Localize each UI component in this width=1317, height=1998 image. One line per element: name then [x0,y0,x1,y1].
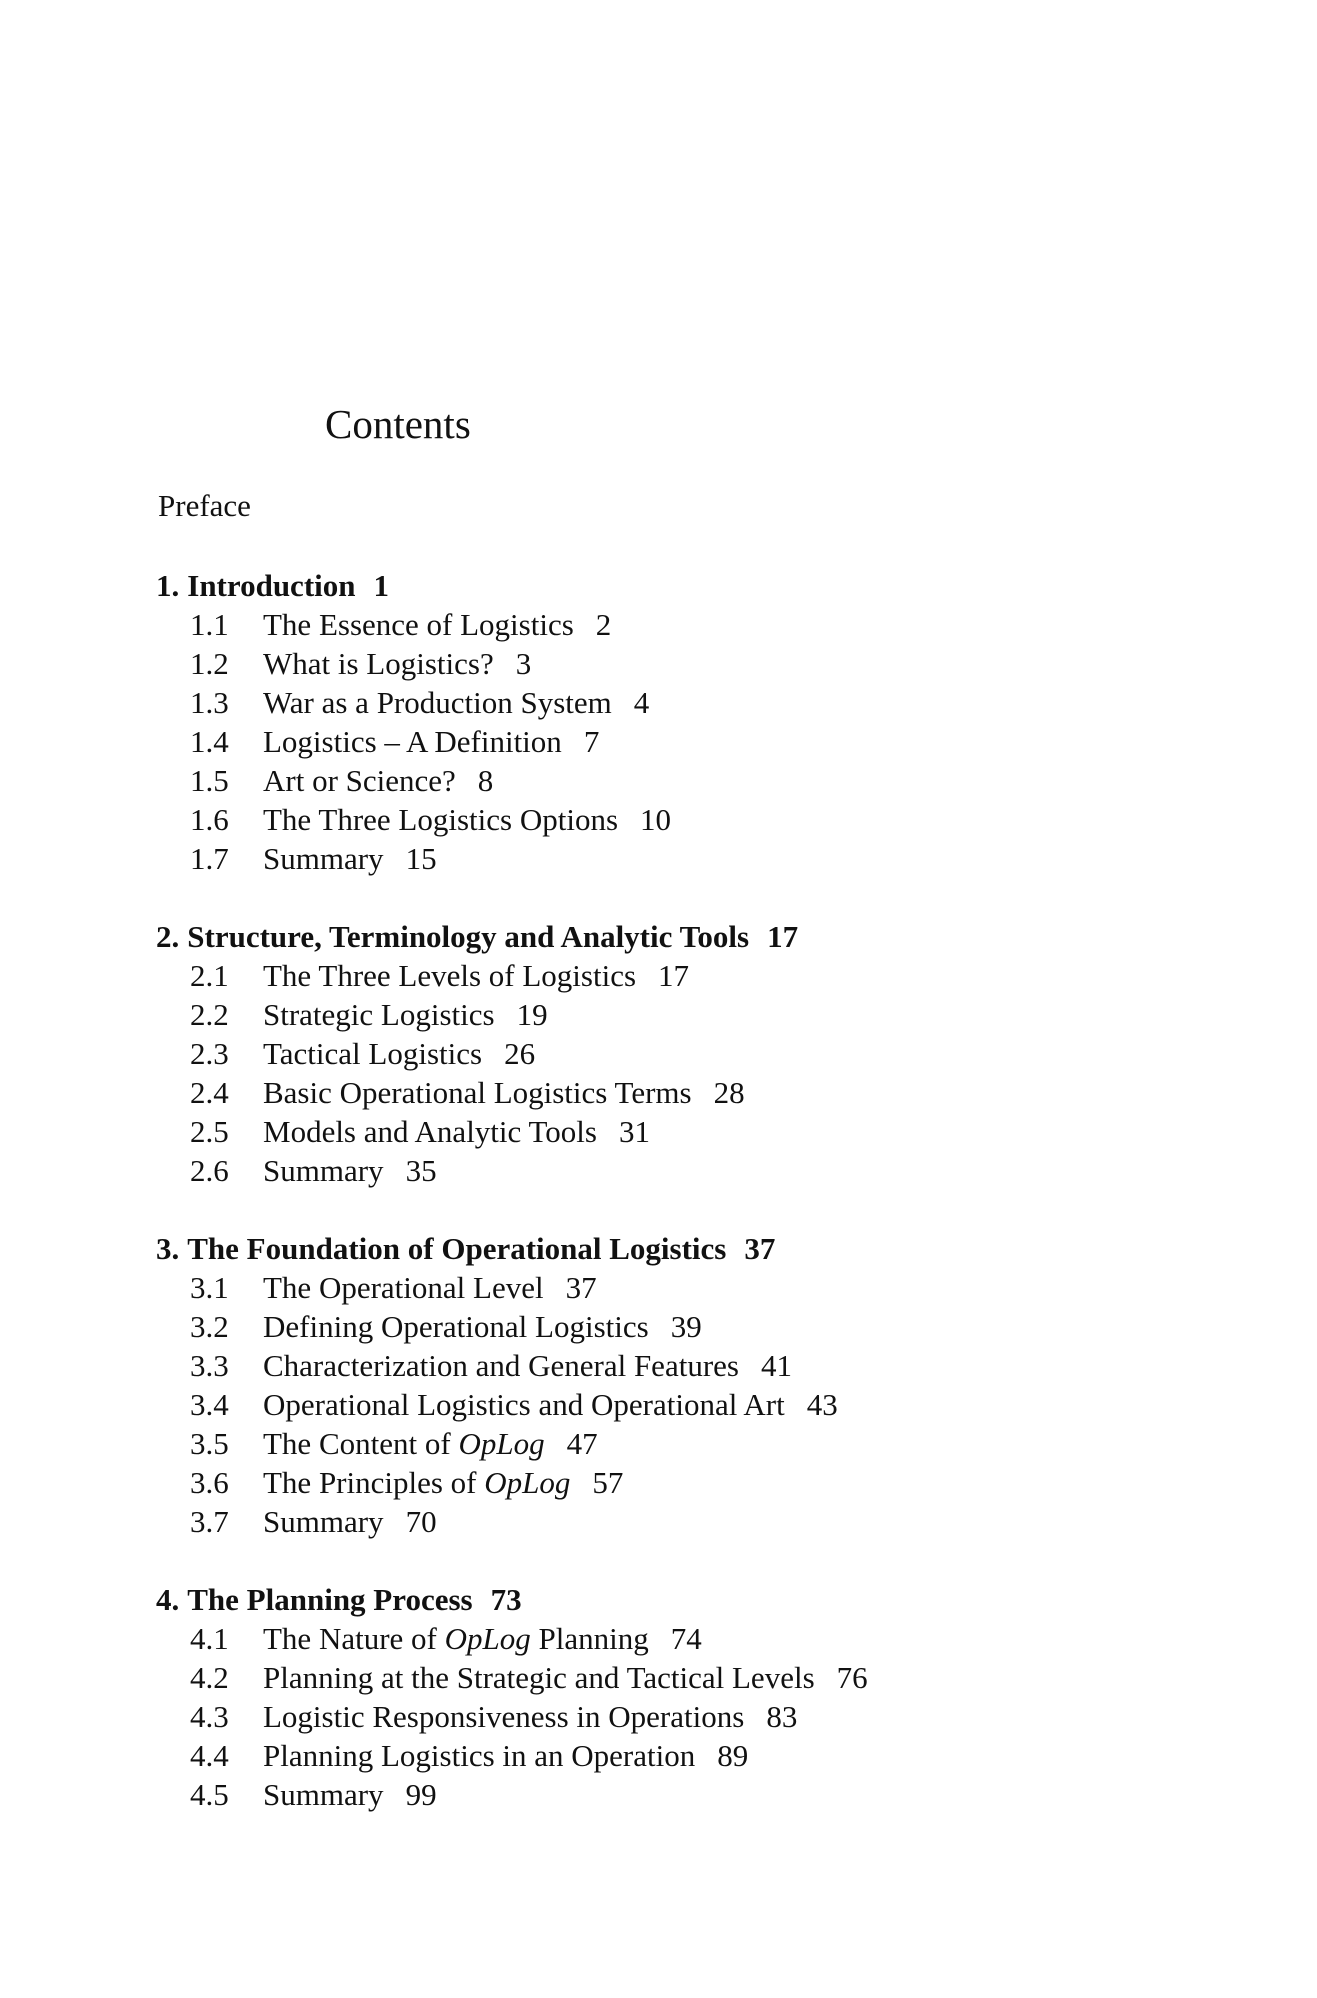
section-title [263,1073,745,1112]
section-number: 2.5 [190,1114,229,1149]
section-title-text: Summary [263,1777,384,1812]
section-title-text: Operational Logistics and Operational Art [263,1387,785,1422]
section-page-number: 8 [477,763,494,798]
section-title [263,1424,598,1463]
toc-section-row [156,800,1256,839]
section-title-text: Logistic Responsiveness in Operations [263,1699,745,1734]
section-title-text: The Three Levels of Logistics [263,958,637,993]
toc-section-row [156,1112,1256,1151]
chapter-number: 1. [156,568,180,603]
section-title-text: Summary [263,841,384,876]
section-number: 1.7 [190,841,229,876]
section-title [263,1307,702,1346]
section-title [263,1268,597,1307]
section-number: 3.7 [190,1504,229,1539]
section-title [263,761,493,800]
section-title [263,683,649,722]
chapter-title: Structure, Terminology and Analytic Tools [187,919,750,954]
toc-section-row [156,1775,1256,1814]
section-title [263,1619,702,1658]
section-page-number: 4 [633,685,650,720]
section-title [263,722,599,761]
toc-section-row [156,1073,1256,1112]
section-title-text: Summary [263,1504,384,1539]
section-title [263,1385,838,1424]
section-title [263,644,531,683]
section-title [263,1658,868,1697]
toc-section-row [156,956,1256,995]
section-page-number: 15 [405,841,437,876]
section-number: 1.6 [190,802,229,837]
section-page-number: 43 [806,1387,838,1422]
section-number: 1.1 [190,607,229,642]
section-title-text: Models and Analytic Tools [263,1114,597,1149]
chapter-heading [156,917,1256,956]
toc-section-row [156,1385,1256,1424]
section-page-number: 17 [658,958,690,993]
section-number: 3.1 [190,1270,229,1305]
section-title-text: War as a Production System [263,685,612,720]
section-title-text: What is Logistics? [263,646,494,681]
toc-chapter [156,1229,1256,1541]
preface-entry: Preface [158,488,251,523]
section-title-text: Logistics – A Definition [263,724,562,759]
section-title-text: The Principles of [263,1465,485,1500]
section-number: 2.2 [190,997,229,1032]
chapter-title: The Planning Process [187,1582,473,1617]
chapter-number: 3. [156,1231,180,1266]
section-title-text: The Essence of Logistics [263,607,574,642]
toc-section-row [156,761,1256,800]
chapter-title: The Foundation of Operational Logistics [187,1231,727,1266]
section-page-number: 47 [566,1426,598,1461]
section-title-text: The Three Logistics Options [263,802,619,837]
chapter-number: 2. [156,919,180,954]
section-title [263,1112,650,1151]
toc-section-row [156,995,1256,1034]
section-number: 4.2 [190,1660,229,1695]
section-title-text: Strategic Logistics [263,997,495,1032]
page-title: Contents [325,401,471,447]
section-page-number: 35 [405,1153,437,1188]
chapter-heading [156,1229,1256,1268]
section-page-number: 41 [760,1348,792,1383]
toc-section-row [156,1463,1256,1502]
section-title-text-after: Planning [530,1621,649,1656]
section-page-number: 70 [405,1504,437,1539]
toc-section-row [156,1034,1256,1073]
section-title-text: The Operational Level [263,1270,544,1305]
chapter-title: Introduction [187,568,356,603]
section-number: 3.2 [190,1309,229,1344]
section-title-text: Tactical Logistics [263,1036,483,1071]
section-title [263,1697,797,1736]
section-page-number: 37 [565,1270,597,1305]
chapter-number: 4. [156,1582,180,1617]
section-number: 3.6 [190,1465,229,1500]
section-number: 3.5 [190,1426,229,1461]
section-title-text: Summary [263,1153,384,1188]
section-title-text: The Nature of [263,1621,445,1656]
section-title [263,605,611,644]
toc-section-row [156,683,1256,722]
section-title-text: Characterization and General Features [263,1348,739,1383]
section-page-number: 39 [670,1309,702,1344]
section-title [263,956,689,995]
section-page-number: 26 [504,1036,536,1071]
section-title [263,1151,437,1190]
section-title-text: Planning Logistics in an Operation [263,1738,696,1773]
section-number: 2.4 [190,1075,229,1110]
toc-section-row [156,1619,1256,1658]
chapter-page-number: 17 [767,919,799,954]
section-page-number: 10 [640,802,672,837]
section-number: 4.5 [190,1777,229,1812]
toc-chapter [156,1580,1256,1814]
toc-section-row [156,1151,1256,1190]
section-page-number: 7 [583,724,600,759]
section-number: 4.1 [190,1621,229,1656]
section-page-number: 3 [515,646,532,681]
toc-section-row [156,644,1256,683]
section-title [263,1034,535,1073]
toc-section-row [156,1268,1256,1307]
chapter-page-number: 73 [490,1582,522,1617]
section-title [263,1736,748,1775]
section-page-number: 99 [405,1777,437,1812]
section-page-number: 57 [592,1465,624,1500]
section-number: 4.3 [190,1699,229,1734]
chapter-heading [156,566,1256,605]
table-of-contents [156,566,1256,1853]
toc-section-row [156,1736,1256,1775]
section-title-text: Basic Operational Logistics Terms [263,1075,692,1110]
section-number: 1.4 [190,724,229,759]
section-title-italic: OpLog [458,1426,545,1461]
section-page-number: 89 [717,1738,749,1773]
section-page-number: 19 [516,997,548,1032]
section-title [263,800,671,839]
section-page-number: 2 [595,607,612,642]
toc-chapter [156,917,1256,1190]
section-number: 1.3 [190,685,229,720]
section-title-italic: OpLog [484,1465,571,1500]
section-number: 3.3 [190,1348,229,1383]
section-page-number: 74 [670,1621,702,1656]
chapter-page-number: 37 [744,1231,776,1266]
section-title [263,1775,437,1814]
section-title [263,1502,437,1541]
section-number: 2.6 [190,1153,229,1188]
toc-section-row [156,1502,1256,1541]
section-number: 4.4 [190,1738,229,1773]
section-page-number: 83 [766,1699,798,1734]
section-page-number: 76 [836,1660,868,1695]
section-number: 2.3 [190,1036,229,1071]
section-title [263,995,548,1034]
toc-section-row [156,1307,1256,1346]
section-title-text: Art or Science? [263,763,456,798]
section-number: 1.2 [190,646,229,681]
section-page-number: 31 [618,1114,650,1149]
toc-chapter [156,566,1256,878]
section-title-italic: OpLog [444,1621,531,1656]
toc-section-row [156,1424,1256,1463]
section-title [263,1463,623,1502]
section-number: 1.5 [190,763,229,798]
section-title-text: Defining Operational Logistics [263,1309,649,1344]
toc-section-row [156,1346,1256,1385]
section-title-text: Planning at the Strategic and Tactical Levels [263,1660,815,1695]
section-page-number: 28 [713,1075,745,1110]
section-title-text: The Content of [263,1426,459,1461]
toc-section-row [156,1697,1256,1736]
section-number: 3.4 [190,1387,229,1422]
toc-section-row [156,722,1256,761]
chapter-page-number: 1 [373,568,389,603]
section-number: 2.1 [190,958,229,993]
section-title [263,839,437,878]
toc-section-row [156,1658,1256,1697]
toc-section-row [156,839,1256,878]
chapter-heading [156,1580,1256,1619]
section-title [263,1346,792,1385]
toc-section-row [156,605,1256,644]
